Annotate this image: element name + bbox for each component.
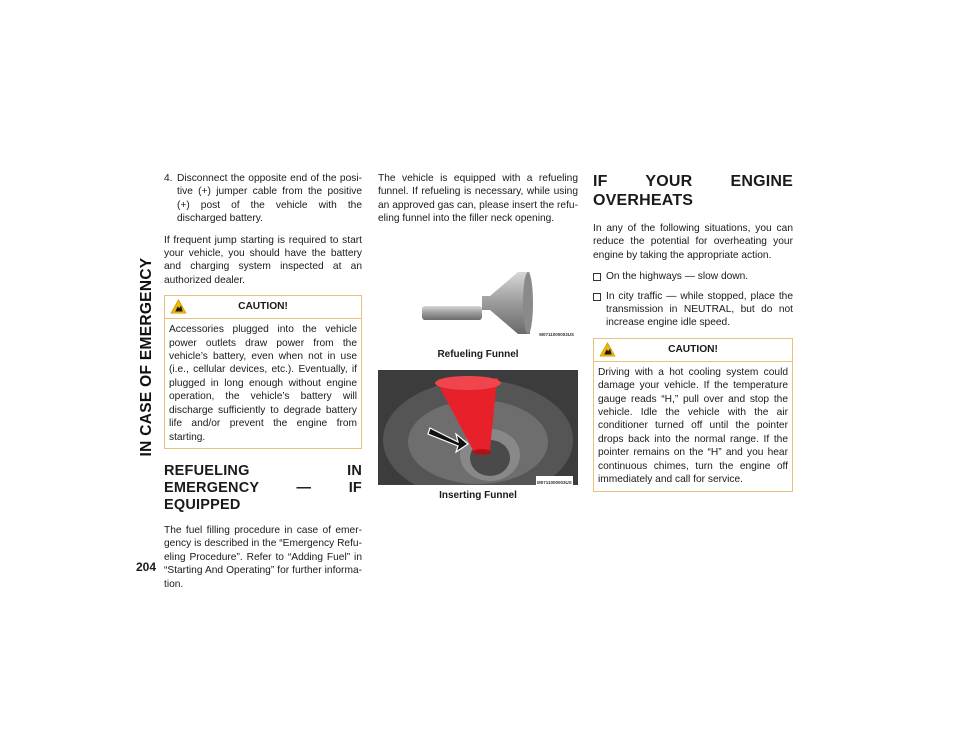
warning-icon xyxy=(170,299,187,314)
caution-box xyxy=(164,295,362,449)
step-number: 4. xyxy=(164,173,173,184)
section-heading-overheats: IF YOUR ENGINE OVERHEATS xyxy=(593,173,793,209)
bullet-text: On the highways — slow down. xyxy=(606,271,749,283)
caution-text: Driving with a hot cooling system could damage your vehicle. If the temperature gauge reads “H,” pull over and stop the vehicle. Idle the vehicle with the air conditioner turned off until the pointer drops back into the normal range. If the pointer remains on the “H” and you hear continuous chimes, turn the engine off immediately and call for service. xyxy=(598,366,788,486)
bullet-item xyxy=(593,270,793,283)
page-number: 204 xyxy=(136,560,157,574)
overheat-paragraph: In any of the following situations, you can reduce the potential for overheating your engine by taking the appropriate action. xyxy=(593,223,793,261)
figure-code: M0711000003US xyxy=(536,476,573,489)
refueling-paragraph: The fuel filling procedure in case of emer-gency is described in the “Emergency Refu-eling Procedure”. Refer to “Adding Fuel” in “Starting And Operating” for further informa-tion. xyxy=(164,524,362,590)
caution-title: CAUTION! xyxy=(668,343,718,355)
figure-caption-inserting-funnel: Inserting Funnel xyxy=(439,490,517,502)
column-1 xyxy=(164,172,362,599)
caution-text: Accessories plugged into the vehicle power outlets draw power from the vehicle’s battery, even when not in use (i.e., cellular devices, etc.). Eventually, if plugged in long enough without engine operation, the vehicle’s battery will discharge sufficiently to degrade battery life and/or prevent the engine from starting. xyxy=(169,324,357,443)
warning-icon xyxy=(599,342,616,357)
caution-box xyxy=(593,338,793,492)
bullet-item xyxy=(593,290,793,330)
figure-code: M0711000003US xyxy=(539,332,574,338)
inserting-funnel-photo xyxy=(378,370,578,485)
figure-caption-refueling-funnel: Refueling Funnel xyxy=(437,348,519,360)
bullet-text: In city traffic — while stopped, place the transmission in NEUTRAL, but do not increase engine idle speed. xyxy=(606,290,793,329)
funnel-paragraph: The vehicle is equipped with a refueling funnel. If refueling is necessary, while using an approved gas can, please insert the refu-eling funnel into the filler neck opening. xyxy=(378,173,578,225)
column-3 xyxy=(593,172,793,506)
side-section-title xyxy=(136,172,158,542)
inserting-funnel-illustration xyxy=(378,370,578,485)
jump-start-paragraph: If frequent jump starting is required to start your vehicle, you should have the battery and charging system inspected at an authorized dealer. xyxy=(164,234,362,286)
caution-title: CAUTION! xyxy=(238,301,288,313)
column-2 xyxy=(378,172,578,511)
step-text: Disconnect the opposite end of the posi-tive (+) jumper cable from the positive (+) post of the vehicle with the discharged battery. xyxy=(177,173,362,225)
caution-header xyxy=(594,339,792,362)
checkbox-bullet-icon xyxy=(593,293,601,301)
section-heading-refueling: REFUELING IN EMERGENCY — IF EQUIPPED xyxy=(164,462,362,513)
refueling-funnel-figure xyxy=(378,236,578,344)
step-item-4 xyxy=(164,172,362,226)
checkbox-bullet-icon xyxy=(593,273,601,281)
side-title-text: IN CASE OF EMERGENCY xyxy=(138,257,155,457)
caution-header xyxy=(165,296,361,319)
